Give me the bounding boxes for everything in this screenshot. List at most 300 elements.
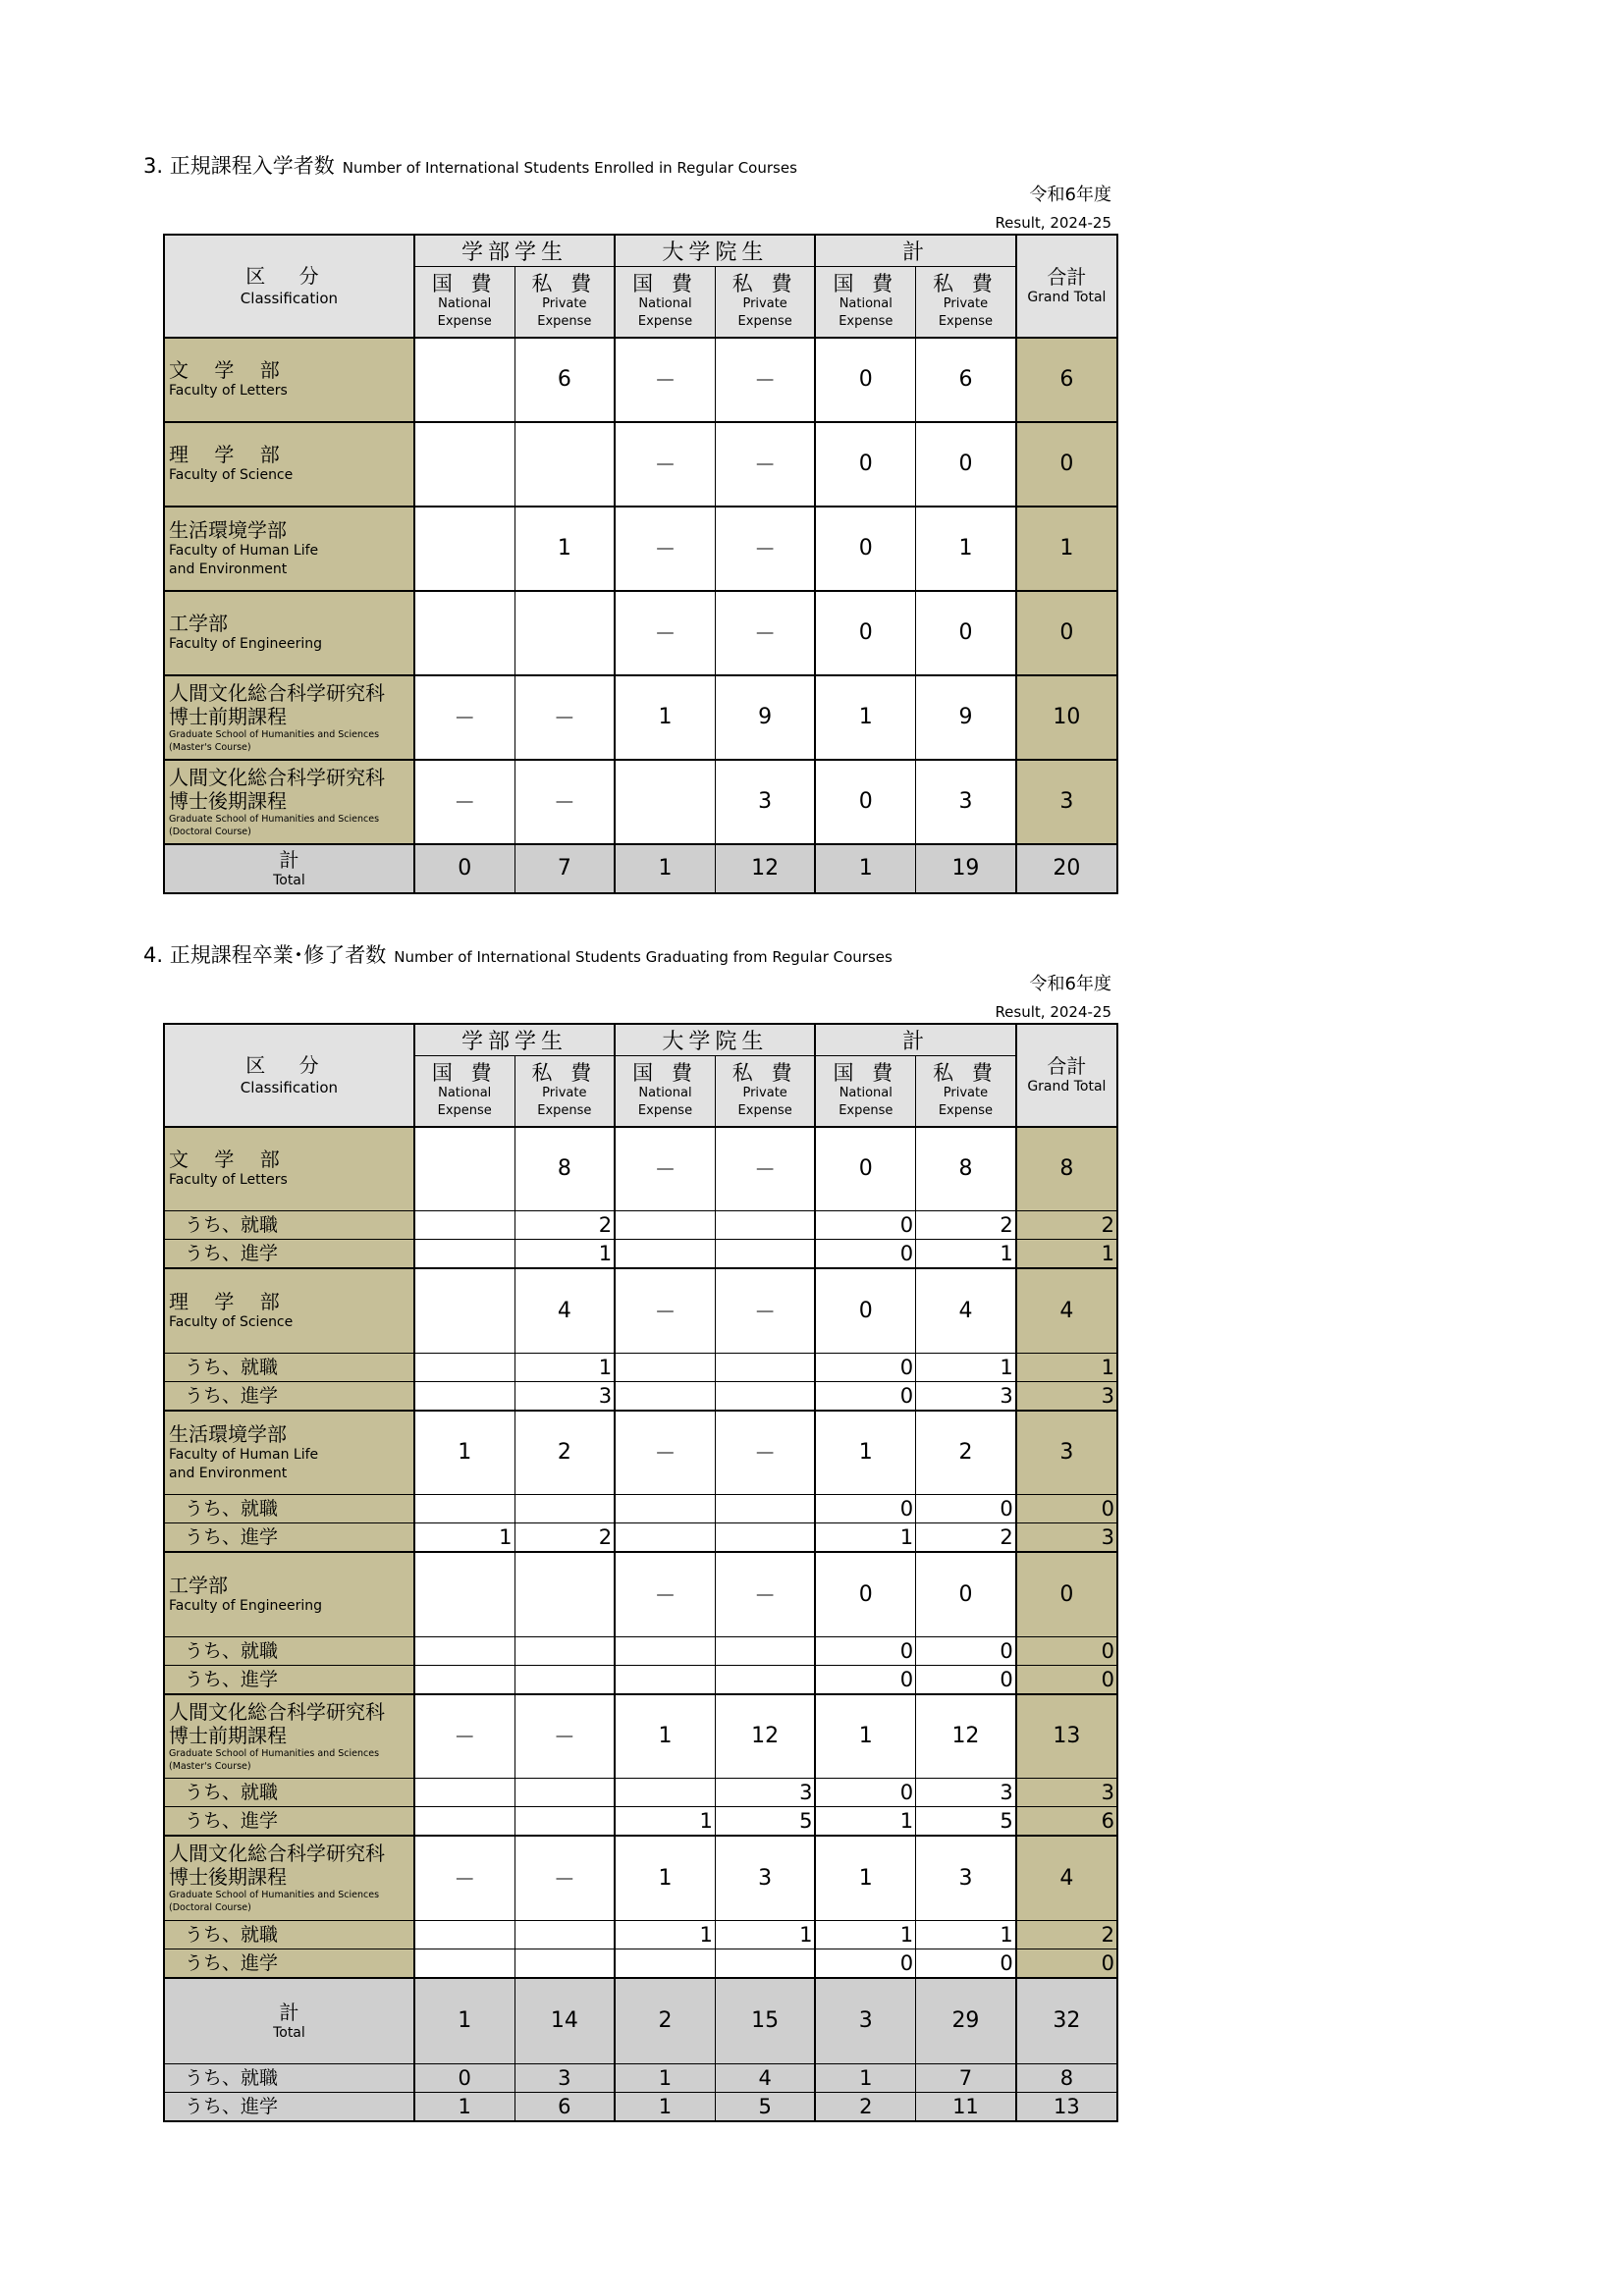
private-label-j: 私 費 [531,1061,598,1086]
national-label-e2: Expense [637,1103,693,1119]
grand-total-label-j: 合計 [1047,1054,1087,1079]
sub-value-cell: 0 [916,1665,1016,1694]
value-cell: 9 [916,675,1016,760]
row-label-e2: and Environment [169,1465,288,1481]
value-cell [414,338,514,422]
value-cell: 20 [1016,844,1117,893]
private-label-e1: Private [742,1086,787,1101]
national-label-j: 国 費 [431,272,498,296]
row-label-j: 理 学 部 [169,443,290,466]
row-label-e1: Faculty of Science [169,1313,294,1330]
sub-row [164,1523,1117,1553]
value-cell: 8 [1016,1127,1117,1211]
sub-value-cell: 1 [916,1353,1016,1381]
row-label-e1: Faculty of Letters [169,1172,288,1189]
private-label-e1: Private [542,296,587,312]
sub-value-cell: 0 [916,1636,1016,1665]
row-label-j: 生活環境学部 [169,517,287,542]
value-cell: 14 [514,1978,615,2064]
sub-value-cell: 3 [514,1381,615,1411]
value-cell: － [615,1411,715,1495]
sub-value-cell: 1 [514,1240,615,1269]
value-cell: 2 [514,1411,615,1495]
value-cell: 3 [715,1836,815,1920]
national-label-j: 国 費 [632,1061,698,1086]
value-cell: 2 [916,1411,1016,1495]
row-label-e1: Graduate School of Humanities and Sciences [169,813,380,825]
classification-header [164,1024,414,1127]
value-cell: － [514,760,615,844]
value-cell: 9 [715,675,815,760]
value-cell [414,1268,514,1353]
header-row-groups [164,1024,1117,1056]
value-cell: 1 [815,1411,915,1495]
sub-row [164,1807,1117,1837]
private-expense-header [514,267,615,338]
total-row [164,844,1117,893]
sub-value-cell: 5 [916,1807,1016,1837]
group-header: 学部学生 [414,1024,615,1056]
value-cell: － [615,1127,715,1211]
fiscal-year: 令和6年度 [1029,974,1111,994]
graduating-section [143,940,1118,2122]
private-label-e2: Expense [737,314,792,330]
group-header: 学部学生 [414,235,615,267]
row-label-e2: (Doctoral Course) [169,826,251,837]
value-cell: 0 [414,844,514,893]
value-cell: 32 [1016,1978,1117,2064]
sub-value-cell [615,1949,715,1978]
grand-total-label-j: 合計 [1047,265,1087,290]
private-label-j: 私 費 [731,272,798,296]
value-cell: 0 [1016,422,1117,507]
private-expense-header [715,267,815,338]
sub-value-cell: 3 [1016,1779,1117,1807]
sub-row [164,1949,1117,1978]
sub-value-cell: 0 [815,1636,915,1665]
sub-value-cell [715,1636,815,1665]
total-sub-value-cell: 13 [1016,2093,1117,2122]
sub-value-cell: 2 [1016,1211,1117,1240]
sub-value-cell: 1 [916,1920,1016,1949]
value-cell [615,760,715,844]
total-sub-value-cell: 4 [715,2064,815,2093]
total-sub-value-cell: 8 [1016,2064,1117,2093]
sub-row-label: うち、就職 [164,1920,414,1949]
sub-row [164,1240,1117,1269]
sub-value-cell [615,1353,715,1381]
value-cell: 13 [1016,1694,1117,1779]
value-cell: 0 [1016,1552,1117,1636]
private-label-e1: Private [943,1086,989,1101]
sub-value-cell: 2 [1016,1920,1117,1949]
classification-label-e: Classification [240,290,339,308]
sub-value-cell: 1 [815,1920,915,1949]
total-row [164,1978,1117,2064]
fiscal-year: 令和6年度 [1029,185,1111,205]
total-label [164,844,414,893]
private-expense-header [916,1056,1016,1127]
classification-label-e: Classification [240,1079,339,1097]
row-label-j2: 博士前期課程 [169,704,287,728]
sub-value-cell [715,1211,815,1240]
value-cell: － [715,422,815,507]
table-row [164,1127,1117,1211]
value-cell: 1 [615,675,715,760]
private-expense-header [514,1056,615,1127]
sub-value-cell: 2 [916,1211,1016,1240]
value-cell: 1 [815,675,915,760]
value-cell: 0 [815,1127,915,1211]
sub-value-cell [414,1920,514,1949]
sub-value-cell [615,1495,715,1523]
value-cell: 0 [815,422,915,507]
sub-value-cell: 1 [615,1807,715,1837]
row-label-j: 工学部 [169,612,228,635]
sub-value-cell [414,1949,514,1978]
value-cell: 1 [514,507,615,591]
value-cell: － [715,1127,815,1211]
total-label [164,1978,414,2064]
sub-value-cell [514,1949,615,1978]
national-expense-header [815,267,915,338]
statistics-table [163,1023,1118,2122]
sub-value-cell: 3 [916,1381,1016,1411]
row-label-j: 人間文化総合科学研究科 [169,1842,385,1866]
national-label-j: 国 費 [431,1061,498,1086]
section-title: 4. 正規課程卒業･修了者数 [143,943,387,967]
row-label [164,675,414,760]
sub-value-cell [715,1523,815,1553]
total-sub-value-cell: 3 [514,2064,615,2093]
private-label-j: 私 費 [731,1061,798,1086]
national-label-e1: National [638,1086,692,1101]
value-cell: 1 [1016,507,1117,591]
value-cell: － [514,675,615,760]
sub-value-cell [414,1240,514,1269]
sub-value-cell [615,1240,715,1269]
national-label-e1: National [839,1086,893,1101]
value-cell: 1 [815,844,915,893]
total-sub-label: うち、就職 [164,2064,414,2093]
national-label-e1: National [638,296,692,312]
section-subtitle: Number of International Students Graduating from Regular Courses [394,948,893,966]
sub-row [164,1381,1117,1411]
sub-value-cell [715,1381,815,1411]
table-row [164,1694,1117,1779]
national-label-j: 国 費 [833,272,899,296]
national-label-j: 国 費 [833,1061,899,1086]
value-cell [414,591,514,675]
sub-value-cell: 0 [916,1495,1016,1523]
private-label-e1: Private [542,1086,587,1101]
total-sub-value-cell: 1 [815,2064,915,2093]
section-heading [143,151,1118,181]
fiscal-year-meta [143,970,1111,1023]
sub-value-cell: 0 [815,1495,915,1523]
value-cell: － [615,591,715,675]
row-label [164,422,414,507]
sub-value-cell: 0 [815,1779,915,1807]
row-label-j: 人間文化総合科学研究科 [169,765,385,789]
table-row [164,338,1117,422]
sub-value-cell [514,1807,615,1837]
sub-value-cell [514,1665,615,1694]
value-cell: － [514,1836,615,1920]
value-cell: 0 [1016,591,1117,675]
result-label: Result, 2024-25 [995,214,1111,232]
total-sub-value-cell: 0 [414,2064,514,2093]
result-label: Result, 2024-25 [995,1003,1111,1021]
national-label-e2: Expense [637,314,693,330]
value-cell: 3 [815,1978,915,2064]
table-row [164,760,1117,844]
row-label [164,1694,414,1779]
value-cell: 3 [916,760,1016,844]
sub-row-label: うち、進学 [164,1240,414,1269]
grand-total-header [1016,1024,1117,1127]
row-label-e1: Faculty of Engineering [169,1597,322,1614]
value-cell [514,1552,615,1636]
row-label-e1: Faculty of Science [169,467,294,483]
value-cell: － [615,507,715,591]
sub-row [164,1211,1117,1240]
fiscal-year-meta [143,181,1111,234]
private-expense-header [715,1056,815,1127]
sub-value-cell: 0 [815,1211,915,1240]
national-label-e1: National [438,296,492,312]
row-label-e1: Graduate School of Humanities and Sciences [169,1890,380,1901]
sub-value-cell: 0 [1016,1949,1117,1978]
value-cell: － [715,1552,815,1636]
row-label-j: 文 学 部 [169,358,290,382]
private-label-e1: Private [742,296,787,312]
value-cell: 0 [815,1552,915,1636]
table-row [164,422,1117,507]
value-cell [514,422,615,507]
value-cell [414,507,514,591]
value-cell: 29 [916,1978,1016,2064]
value-cell: 3 [1016,1411,1117,1495]
row-label-e2: (Master's Course) [169,1760,251,1772]
sub-value-cell: 0 [815,1240,915,1269]
sub-row [164,1495,1117,1523]
national-label-e2: Expense [437,314,492,330]
sub-value-cell: 2 [514,1523,615,1553]
value-cell: 4 [514,1268,615,1353]
sub-value-cell [615,1211,715,1240]
row-label [164,591,414,675]
group-header: 計 [815,235,1015,267]
value-cell: 1 [615,844,715,893]
value-cell: 12 [715,1694,815,1779]
value-cell [414,1552,514,1636]
row-label [164,760,414,844]
sub-value-cell: 3 [916,1779,1016,1807]
value-cell: 1 [615,1694,715,1779]
total-sub-label: うち、進学 [164,2093,414,2122]
total-label-j: 計 [279,2000,299,2024]
value-cell: － [615,1552,715,1636]
private-expense-header [916,267,1016,338]
value-cell: 1 [414,1978,514,2064]
value-cell: － [414,1836,514,1920]
value-cell: 12 [715,844,815,893]
section-heading [143,940,1118,970]
sub-value-cell: 1 [1016,1353,1117,1381]
sub-value-cell: 0 [1016,1665,1117,1694]
classification-label-j: 区 分 [245,1053,333,1078]
sub-value-cell [615,1636,715,1665]
sub-value-cell: 0 [815,1381,915,1411]
total-sub-row [164,2093,1117,2122]
value-cell [414,1127,514,1211]
total-label-j: 計 [279,847,299,872]
value-cell: － [715,507,815,591]
private-label-e2: Expense [537,1103,592,1119]
grand-total-header [1016,235,1117,338]
value-cell: － [414,760,514,844]
private-label-e2: Expense [938,314,994,330]
sub-value-cell: 3 [1016,1381,1117,1411]
section-title: 3. 正規課程入学者数 [143,154,335,178]
sub-row-label: うち、進学 [164,1381,414,1411]
row-label-e1: Faculty of Engineering [169,636,322,652]
statistics-table [163,234,1118,894]
national-label-e2: Expense [839,314,893,330]
sub-row-label: うち、就職 [164,1211,414,1240]
row-label-j: 理 学 部 [169,1289,290,1313]
sub-value-cell [715,1665,815,1694]
value-cell: 6 [1016,338,1117,422]
sub-value-cell [715,1949,815,1978]
sub-value-cell: 5 [715,1807,815,1837]
sub-value-cell [715,1353,815,1381]
value-cell: 0 [815,507,915,591]
row-label [164,1552,414,1636]
sub-value-cell [414,1636,514,1665]
classification-header [164,235,414,338]
enrolled-section [143,151,1118,894]
sub-value-cell: 1 [615,1920,715,1949]
national-label-j: 国 費 [632,272,698,296]
table-row [164,675,1117,760]
value-cell: 4 [1016,1836,1117,1920]
sub-row-label: うち、進学 [164,1665,414,1694]
private-label-j: 私 費 [933,1061,999,1086]
value-cell: 19 [916,844,1016,893]
value-cell: － [715,591,815,675]
sub-value-cell [615,1381,715,1411]
value-cell: 1 [414,1411,514,1495]
row-label-j: 人間文化総合科学研究科 [169,680,385,705]
table-row [164,1552,1117,1636]
value-cell: 3 [715,760,815,844]
private-label-j: 私 費 [531,272,598,296]
grand-total-label-e: Grand Total [1027,1079,1107,1095]
sub-value-cell [514,1636,615,1665]
value-cell: 4 [916,1268,1016,1353]
row-label [164,1836,414,1920]
sub-value-cell [514,1779,615,1807]
sub-value-cell: 3 [715,1779,815,1807]
sub-value-cell [414,1665,514,1694]
private-label-e2: Expense [938,1103,994,1119]
value-cell: 0 [916,591,1016,675]
national-expense-header [414,1056,514,1127]
sub-value-cell: 1 [815,1523,915,1553]
value-cell: － [414,675,514,760]
total-sub-value-cell: 1 [414,2093,514,2122]
national-label-e1: National [438,1086,492,1101]
value-cell: 1 [815,1694,915,1779]
row-label [164,1411,414,1495]
sub-row [164,1665,1117,1694]
sub-value-cell: 6 [1016,1807,1117,1837]
sub-value-cell [514,1495,615,1523]
row-label-e1: Faculty of Human Life [169,1446,319,1463]
value-cell: － [715,1268,815,1353]
header-row-groups [164,235,1117,267]
value-cell: 0 [815,1268,915,1353]
total-sub-row [164,2064,1117,2093]
value-cell: 4 [1016,1268,1117,1353]
national-label-e2: Expense [839,1103,893,1119]
national-expense-header [615,1056,715,1127]
sub-value-cell: 1 [1016,1240,1117,1269]
value-cell [514,591,615,675]
value-cell: 8 [916,1127,1016,1211]
sub-value-cell: 1 [414,1523,514,1553]
value-cell: 7 [514,844,615,893]
row-label-e1: Graduate School of Humanities and Sciences [169,728,380,740]
value-cell: － [615,338,715,422]
group-header: 大学院生 [615,1024,815,1056]
value-cell: － [615,422,715,507]
value-cell: － [615,1268,715,1353]
national-expense-header [815,1056,915,1127]
value-cell: 15 [715,1978,815,2064]
row-label-j: 文 学 部 [169,1148,290,1172]
sub-row-label: うち、就職 [164,1353,414,1381]
value-cell: 1 [916,507,1016,591]
row-label-j2: 博士後期課程 [169,788,287,813]
value-cell: 0 [815,338,915,422]
total-sub-value-cell: 11 [916,2093,1016,2122]
value-cell: 3 [1016,760,1117,844]
value-cell: 0 [916,422,1016,507]
sub-row [164,1779,1117,1807]
row-label [164,338,414,422]
sub-value-cell: 3 [1016,1523,1117,1553]
total-sub-value-cell: 2 [815,2093,915,2122]
sub-value-cell [414,1779,514,1807]
sub-value-cell [715,1240,815,1269]
sub-value-cell [414,1211,514,1240]
sub-row-label: うち、就職 [164,1779,414,1807]
value-cell: 0 [815,760,915,844]
sub-value-cell: 0 [1016,1636,1117,1665]
sub-row-label: うち、進学 [164,1807,414,1837]
national-expense-header [615,267,715,338]
row-label-j: 生活環境学部 [169,1421,287,1446]
sub-value-cell: 0 [815,1353,915,1381]
table-row [164,591,1117,675]
sub-value-cell: 1 [514,1353,615,1381]
sub-value-cell [615,1779,715,1807]
grand-total-label-e: Grand Total [1027,290,1107,306]
sub-value-cell [615,1523,715,1553]
